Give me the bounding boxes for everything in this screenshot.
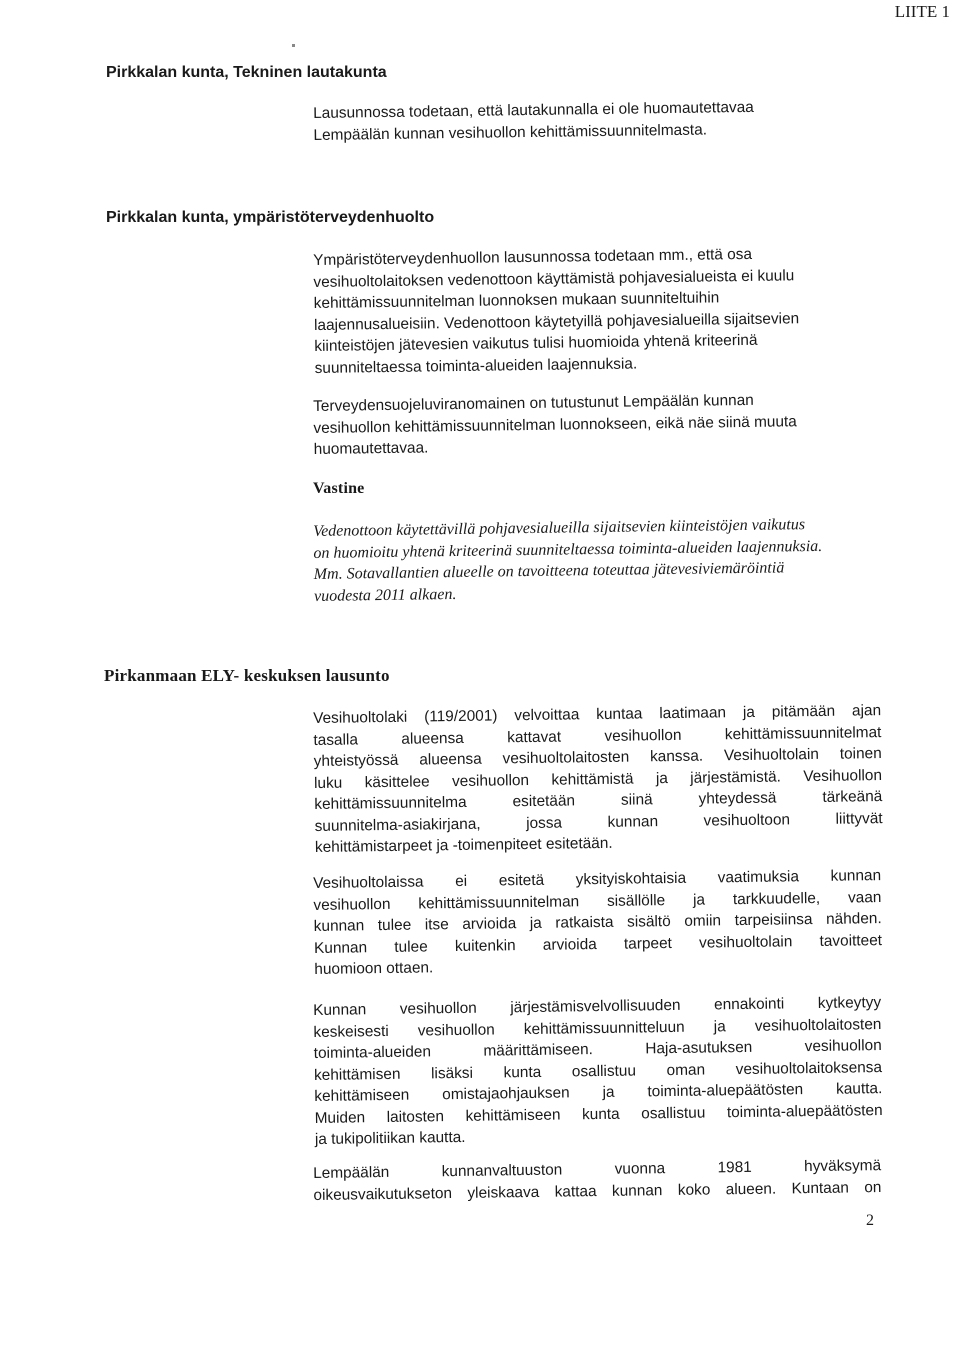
text-line: vesihuollon kehittämissuunnitelman sisällölle ja tarkkuudelle, vaan [313, 888, 882, 914]
text-line: suunnitelma-asiakirjana, jossa kunnan vesihuoltoon liittyvät [314, 809, 883, 835]
text-line: luku käsittelee vesihuollon kehittämistä ja järjestämistä. Vesihuollon [313, 766, 883, 792]
text-line: toiminta-alueiden määrittämiseen. Haja-asutuksen vesihuollon [313, 1037, 882, 1062]
text-line: huomioon ottaen. [314, 959, 434, 978]
paragraph-ely-1 [313, 700, 883, 858]
section-heading-ymparisto: Pirkkalan kunta, ympäristöterveydenhuolto [106, 209, 435, 226]
text-line: Vesihuoltolaki (119/2001) velvoittaa kuntaa laatimaan ja pitämään ajan [313, 702, 882, 727]
text-line: keskeisesti vesihuollon kehittämissuunnitteluun ja vesihuoltolaitosten [313, 1015, 882, 1041]
text-line: on huomioitu yhtenä kriteerinä suunniteltaessa toiminta-alueiden laajennuksia. [313, 537, 823, 562]
text-line: kehittämissuunnitelma esitetään siinä yhteydessä tärkeänä [314, 788, 883, 813]
text-line: Lausunnossa todetaan, että lautakunnalla ei ole huomautettavaa [313, 98, 754, 122]
text-line: Lempäälän kunnan vesihuollon kehittämissuunnitelmasta. [313, 121, 708, 144]
text-line: Kunnan vesihuollon järjestämisvelvollisuuden ennakointi kytkeytyy [313, 994, 882, 1019]
vastine-paragraph [313, 513, 882, 607]
text-line: kehittämisen lisäksi kunta osallistuu oman vesihuoltolaitoksensa [313, 1058, 883, 1084]
text-line: vesihuoltolaitoksen vedenottoon käyttämistä pohjavesialueista ei kuulu [313, 266, 795, 291]
paragraph-ely-4 [313, 1155, 882, 1206]
text-line: huomautettavaa. [313, 439, 429, 458]
text-line: kehittämissuunnitelman luonnoksen mukaan suunniteltuihin [313, 289, 720, 312]
text-line: Vesihuoltolaissa ei esitetä yksityiskohtaisia vaatimuksia kunnan [313, 867, 882, 892]
scan-speck [292, 44, 295, 47]
text-line: kehittämistarpeet ja -toimenpiteet esitetään. [314, 834, 613, 856]
text-line: Vedenottoon käytettävillä pohjavesialueilla sijaitsevien kiinteistöjen vaikutus [313, 516, 806, 540]
text-line: tasalla alueensa kattavat vesihuollon kehittämissuunnitelmat [313, 723, 882, 749]
paragraph-tekninen [313, 95, 882, 146]
paragraph-ymparisto-2 [313, 388, 882, 460]
appendix-label: LIITE 1 [894, 2, 950, 21]
text-line: vuodesta 2011 alkaen. [313, 585, 457, 605]
text-line: suunniteltaessa toiminta-alueiden laajennuksia. [314, 354, 638, 377]
text-line: oikeusvaikutukseton yleiskaava kattaa kunnan koko alueen. Kuntaan on [313, 1178, 882, 1204]
paragraph-ely-2 [313, 865, 882, 980]
text-line: Muiden laitosten kehittämiseen kunta osallistuu toiminta-aluepäätösten [314, 1101, 883, 1127]
vastine-heading: Vastine [313, 480, 365, 497]
paragraph-ely-3 [313, 992, 883, 1150]
text-line: vesihuollon kehittämissuunnitelman luonnokseen, eikä näe siinä muuta [313, 412, 797, 437]
section-heading-ely: Pirkanmaan ELY- keskuksen lausunto [104, 666, 390, 685]
text-line: Terveydensuojeluviranomainen on tutustunut Lempäälän kunnan [313, 391, 754, 415]
section-heading-tekninen: Pirkkalan kunta, Tekninen lautakunta [106, 64, 387, 81]
text-line: Kunnan tulee kuitenkin arvioida tarpeet vesihuoltolain tavoitteet [313, 931, 883, 957]
text-line: kunnan tulee itse arvioida ja ratkaista sisältö omiin tarpeisiinsa nähden. [313, 910, 882, 935]
text-line: laajennusalueisiin. Vedenottoon käytetyillä pohjavesialueilla sijaitsevien [313, 309, 800, 334]
text-line: Mm. Sotavallantien alueelle on tavoitteena toteuttaa jätevesiviemäröintiä [313, 559, 785, 583]
text-line: Lempäälän kunnanvaltuuston vuonna 1981 hyväksymä [313, 1157, 882, 1182]
text-line: kiinteistöjen jätevesien vaikutus tulisi huomioida yhtenä kriteerinä [314, 331, 758, 355]
paragraph-ymparisto-1 [313, 242, 883, 379]
page-number: 2 [866, 1212, 874, 1229]
text-line: Ympäristöterveydenhuollon lausunnossa todetaan mm., että osa [313, 245, 753, 269]
text-line: yhteistyössä alueensa vesihuoltolaitosten kanssa. Vesihuoltolain toinen [313, 745, 882, 770]
text-line: kehittämiseen omistajaohjauksen ja toiminta-aluepäätösten kautta. [314, 1080, 883, 1105]
text-line: ja tukipolitiikan kautta. [314, 1128, 466, 1148]
